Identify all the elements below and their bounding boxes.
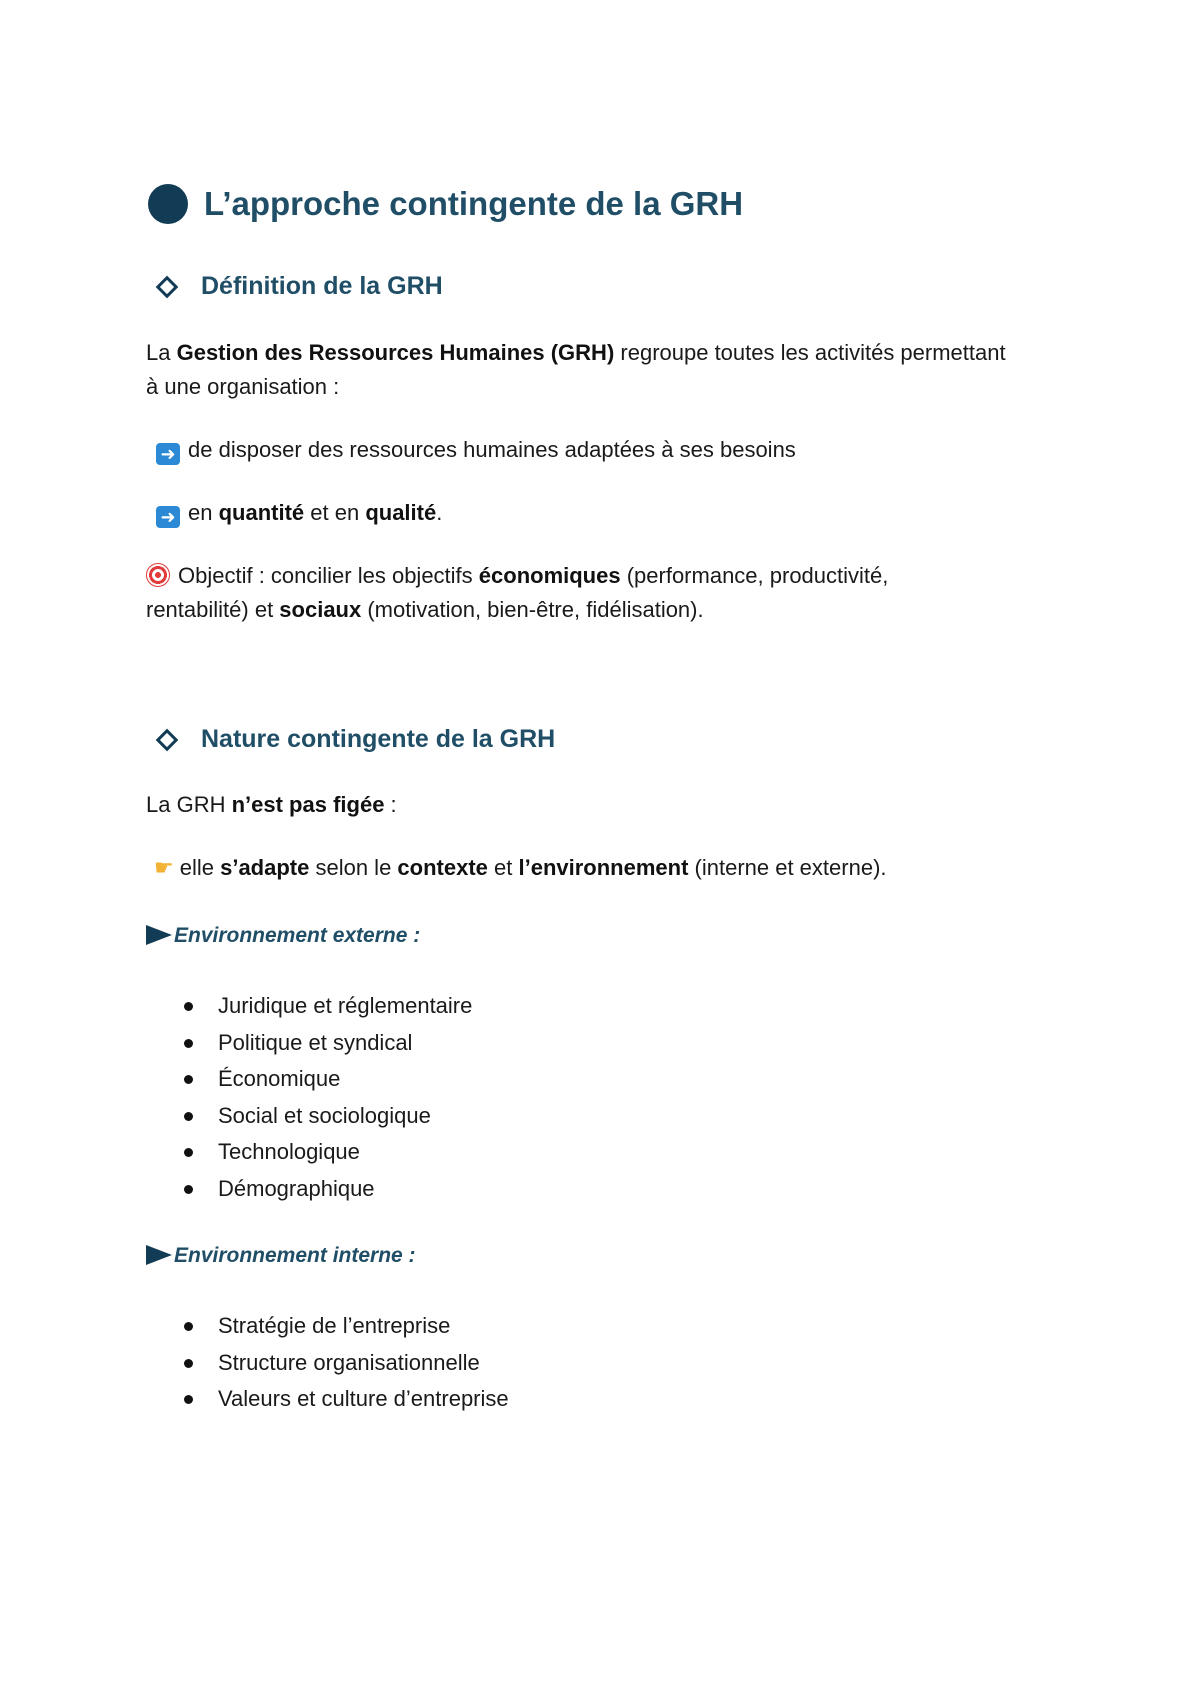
internal-environment-heading: [146, 1244, 416, 1268]
text-run: :: [384, 792, 397, 817]
play-arrow-icon: [146, 1245, 172, 1265]
right-arrow-emoji-icon: ➜: [156, 443, 180, 465]
objective-paragraph: [146, 559, 1076, 627]
right-arrow-emoji-icon: ➜: [156, 506, 180, 528]
direct-hit-target-icon: [146, 563, 170, 587]
bold-text-run: n’est pas figée: [231, 792, 385, 817]
list-item: Politique et syndical: [184, 1025, 472, 1062]
play-arrow-icon: [146, 925, 172, 945]
env-heading-text: Environnement interne :: [174, 1244, 416, 1267]
text-run: La: [146, 340, 177, 365]
arrow-item-1: [146, 433, 796, 467]
diamond-icon: [156, 728, 179, 751]
large-circle-icon: [148, 184, 188, 224]
text-run: La GRH: [146, 792, 232, 817]
list-item: Structure organisationnelle: [184, 1345, 509, 1382]
bold-text-run: économiques: [478, 563, 621, 588]
external-environment-list: [184, 988, 472, 1207]
list-item: Stratégie de l’entreprise: [184, 1308, 509, 1345]
list-item: Social et sociologique: [184, 1098, 472, 1135]
text-run: et: [487, 855, 519, 880]
text-run: (motivation, bien-être, fidélisation).: [361, 597, 704, 622]
list-item: Démographique: [184, 1171, 472, 1208]
list-item: Économique: [184, 1061, 472, 1098]
page-title: [148, 184, 743, 224]
bold-text-run: contexte: [397, 855, 488, 880]
text-run: de disposer des ressources humaines adaptées à ses besoins: [188, 437, 796, 462]
nature-statement: [146, 788, 397, 822]
section-heading-text: Nature contingente de la GRH: [201, 725, 556, 753]
env-heading-text: Environnement externe :: [174, 924, 421, 947]
bold-text-run: qualité: [365, 500, 437, 525]
text-run: Objectif : concilier les objectifs: [178, 563, 479, 588]
bold-text-run: s’adapte: [220, 855, 310, 880]
section-heading-definition: [155, 272, 443, 301]
bold-text-run: quantité: [218, 500, 305, 525]
pointing-hand-icon: ☛: [154, 855, 174, 880]
bold-text-run: l’environnement: [518, 855, 689, 880]
text-run: en: [188, 500, 219, 525]
text-run: à une organisation :: [146, 374, 340, 399]
text-run: regroupe toutes les activités permettant: [614, 340, 1006, 365]
text-run: et en: [304, 500, 366, 525]
definition-paragraph: [146, 336, 1076, 404]
section-heading-nature: [155, 725, 555, 754]
text-run: .: [436, 500, 443, 525]
page-title-text: L’approche contingente de la GRH: [204, 185, 744, 222]
external-environment-heading: [146, 924, 420, 948]
bold-text-run: Gestion des Ressources Humaines (GRH): [176, 340, 615, 365]
arrow-item-2: [146, 496, 442, 530]
list-item: Technologique: [184, 1134, 472, 1171]
internal-environment-list: [184, 1308, 509, 1418]
text-run: (performance, productivité,: [620, 563, 889, 588]
section-heading-text: Définition de la GRH: [201, 272, 443, 300]
text-run: (interne et externe).: [688, 855, 887, 880]
bold-text-run: sociaux: [279, 597, 362, 622]
text-run: rentabilité) et: [146, 597, 280, 622]
text-run: selon le: [309, 855, 398, 880]
list-item: Juridique et réglementaire: [184, 988, 472, 1025]
text-run: elle: [179, 855, 221, 880]
diamond-icon: [156, 275, 179, 298]
adapt-line: [146, 851, 887, 885]
list-item: Valeurs et culture d’entreprise: [184, 1381, 509, 1418]
